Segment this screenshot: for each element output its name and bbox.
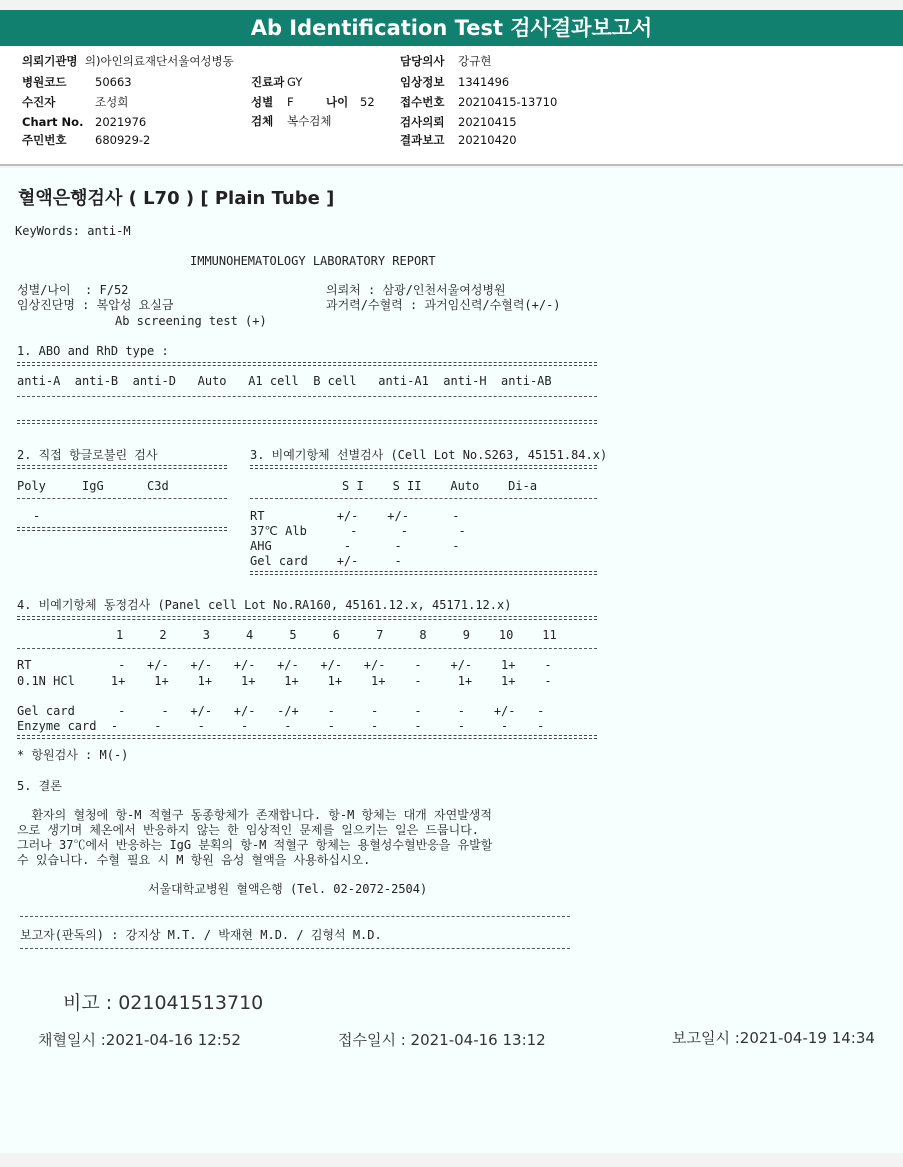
specimen-value: 복수검체 [287,114,332,128]
request-label: 검사의뢰 [400,115,445,129]
section-title: 혈액은행검사 ( L70 ) [ Plain Tube ] [18,188,335,209]
screening-line: Ab screening test (+) [115,314,267,328]
clinical-label: 임상정보 [400,75,445,89]
hospital-code-label: 병원코드 [22,75,67,89]
report-title: Ab Identification Test 검사결과보고서 [0,10,903,46]
chart-value: 2021976 [95,115,147,129]
divider [250,465,597,469]
conclusion-line-2: 으로 생기며 체온에서 반응하지 않는 한 임상적인 문제를 일으키는 일은 드뭅니다. [17,823,480,837]
divider [17,498,227,499]
patient-info-panel [0,46,903,166]
panel-row-hcl: 0.1N HCl 1+ 1+ 1+ 1+ 1+ 1+ 1+ - 1+ 1+ - [17,674,552,688]
keywords: KeyWords: anti-M [15,224,131,238]
abo-header: anti-A anti-B anti-D Auto A1 cell B cell anti-A1 anti-H anti-AB [17,374,552,388]
sex-label: 성별 [251,95,274,109]
divider [250,498,597,499]
screen-title: 3. 비예기항체 선별검사 (Cell Lot No.S263, 45151.84.x) [250,448,608,462]
screen-row-ahg: AHG - - - [250,539,460,553]
bloodbank-contact: 서울대학교병원 혈액은행 (Tel. 02-2072-2504) [148,882,428,896]
dept-value: GY [287,75,303,89]
doctor-value: 강규현 [458,54,492,68]
reported-datetime: 보고일시 :2021-04-19 14:34 [672,1029,875,1047]
conclusion-line-3: 그러나 37℃에서 반응하는 IgG 분획의 항-M 적혈구 항체는 용혈성수혈반응을 유발할 [17,838,493,852]
patient-value: 조성희 [95,95,129,109]
divider [17,616,597,620]
conclusion-line-1: 환자의 혈청에 항-M 적혈구 동종항체가 존재합니다. 항-M 항체는 대개 자연발생적 [17,808,492,822]
rrn-value: 680929-2 [95,133,151,147]
hospital-code-row [22,75,66,89]
receipt-label: 접수번호 [400,95,445,109]
chart-label: Chart No. [22,115,84,129]
history-line: 과거력/수혈력 : 과거임신력/수혈력(+/-) [326,298,561,312]
panel-title: 4. 비예기항체 동정검사 (Panel cell Lot No.RA160, 45161.12.x, 45171.12.x) [17,598,512,612]
dept-label: 진료과 [251,75,285,89]
specimen-label: 검체 [251,114,274,128]
panel-row-gel: Gel card - - +/- +/- -/+ - - - - +/- - [17,704,545,718]
report-body [0,168,903,1153]
remark: 비고 : 021041513710 [63,992,264,1014]
institution-label: 의뢰기관명 [22,54,78,68]
received-datetime: 접수일시 : 2021-04-16 13:12 [338,1031,546,1049]
abo-title: 1. ABO and RhD type : [17,344,169,358]
referrer-line: 의뢰처 : 삼광/인천서울여성병원 [326,283,506,297]
rrn-label: 주민번호 [22,133,67,147]
age-label: 나이 [326,95,349,109]
sex-value: F [287,95,294,109]
dat-value: - [33,509,41,523]
sex-age-line: 성별/나이 : F/52 [17,283,129,297]
age-value: 52 [360,95,375,109]
divider [17,396,597,397]
antigen-line: * 항원검사 : M(-) [17,748,129,762]
panel-row-enzyme: Enzyme card - - - - - - - - - - - [17,719,545,733]
request-value: 20210415 [458,115,517,129]
conclusion-line-4: 수 있습니다. 수혈 필요 시 M 항원 음성 혈액을 사용하십시오. [17,853,371,867]
dat-title: 2. 직접 항글로불린 검사 [17,448,158,462]
receipt-value: 20210415-13710 [458,95,558,109]
result-value: 20210420 [458,133,517,147]
reporter-line: 보고자(판독의) : 강지상 M.T. / 박재현 M.D. / 김형석 M.D. [20,928,382,942]
divider [17,420,597,424]
result-label: 결과보고 [400,133,445,147]
screen-row-rt: RT +/- +/- - [250,509,460,523]
divider [17,735,597,739]
institution-value: 의)아인의료재단서울여성병동 [84,54,234,68]
screen-row-gel: Gel card +/- - [250,554,402,568]
panel-header: 1 2 3 4 5 6 7 8 9 10 11 [116,628,557,642]
divider [17,527,227,531]
collected-datetime: 채혈일시 :2021-04-16 12:52 [38,1031,241,1049]
patient-label: 수진자 [22,95,56,109]
screen-header: S I S II Auto Di-a [342,479,538,493]
divider [20,916,570,917]
hospital-code-value: 50663 [95,75,132,89]
panel-row-rt: RT - +/- +/- +/- +/- +/- +/- - +/- 1+ - [17,658,552,672]
doctor-label: 담당의사 [400,54,445,68]
divider [17,362,597,366]
divider [17,465,227,469]
divider [17,648,597,649]
conclusion-title: 5. 결론 [17,779,62,793]
screen-row-alb: 37℃ Alb - - - [250,524,466,538]
divider [20,948,570,949]
diagnosis-line: 임상진단명 : 복압성 요실금 [17,298,174,312]
divider [250,571,597,575]
dat-header: Poly IgG C3d [17,479,169,493]
clinical-value: 1341496 [458,75,510,89]
institution-row [22,54,234,68]
lab-title: IMMUNOHEMATOLOGY LABORATORY REPORT [190,254,436,268]
